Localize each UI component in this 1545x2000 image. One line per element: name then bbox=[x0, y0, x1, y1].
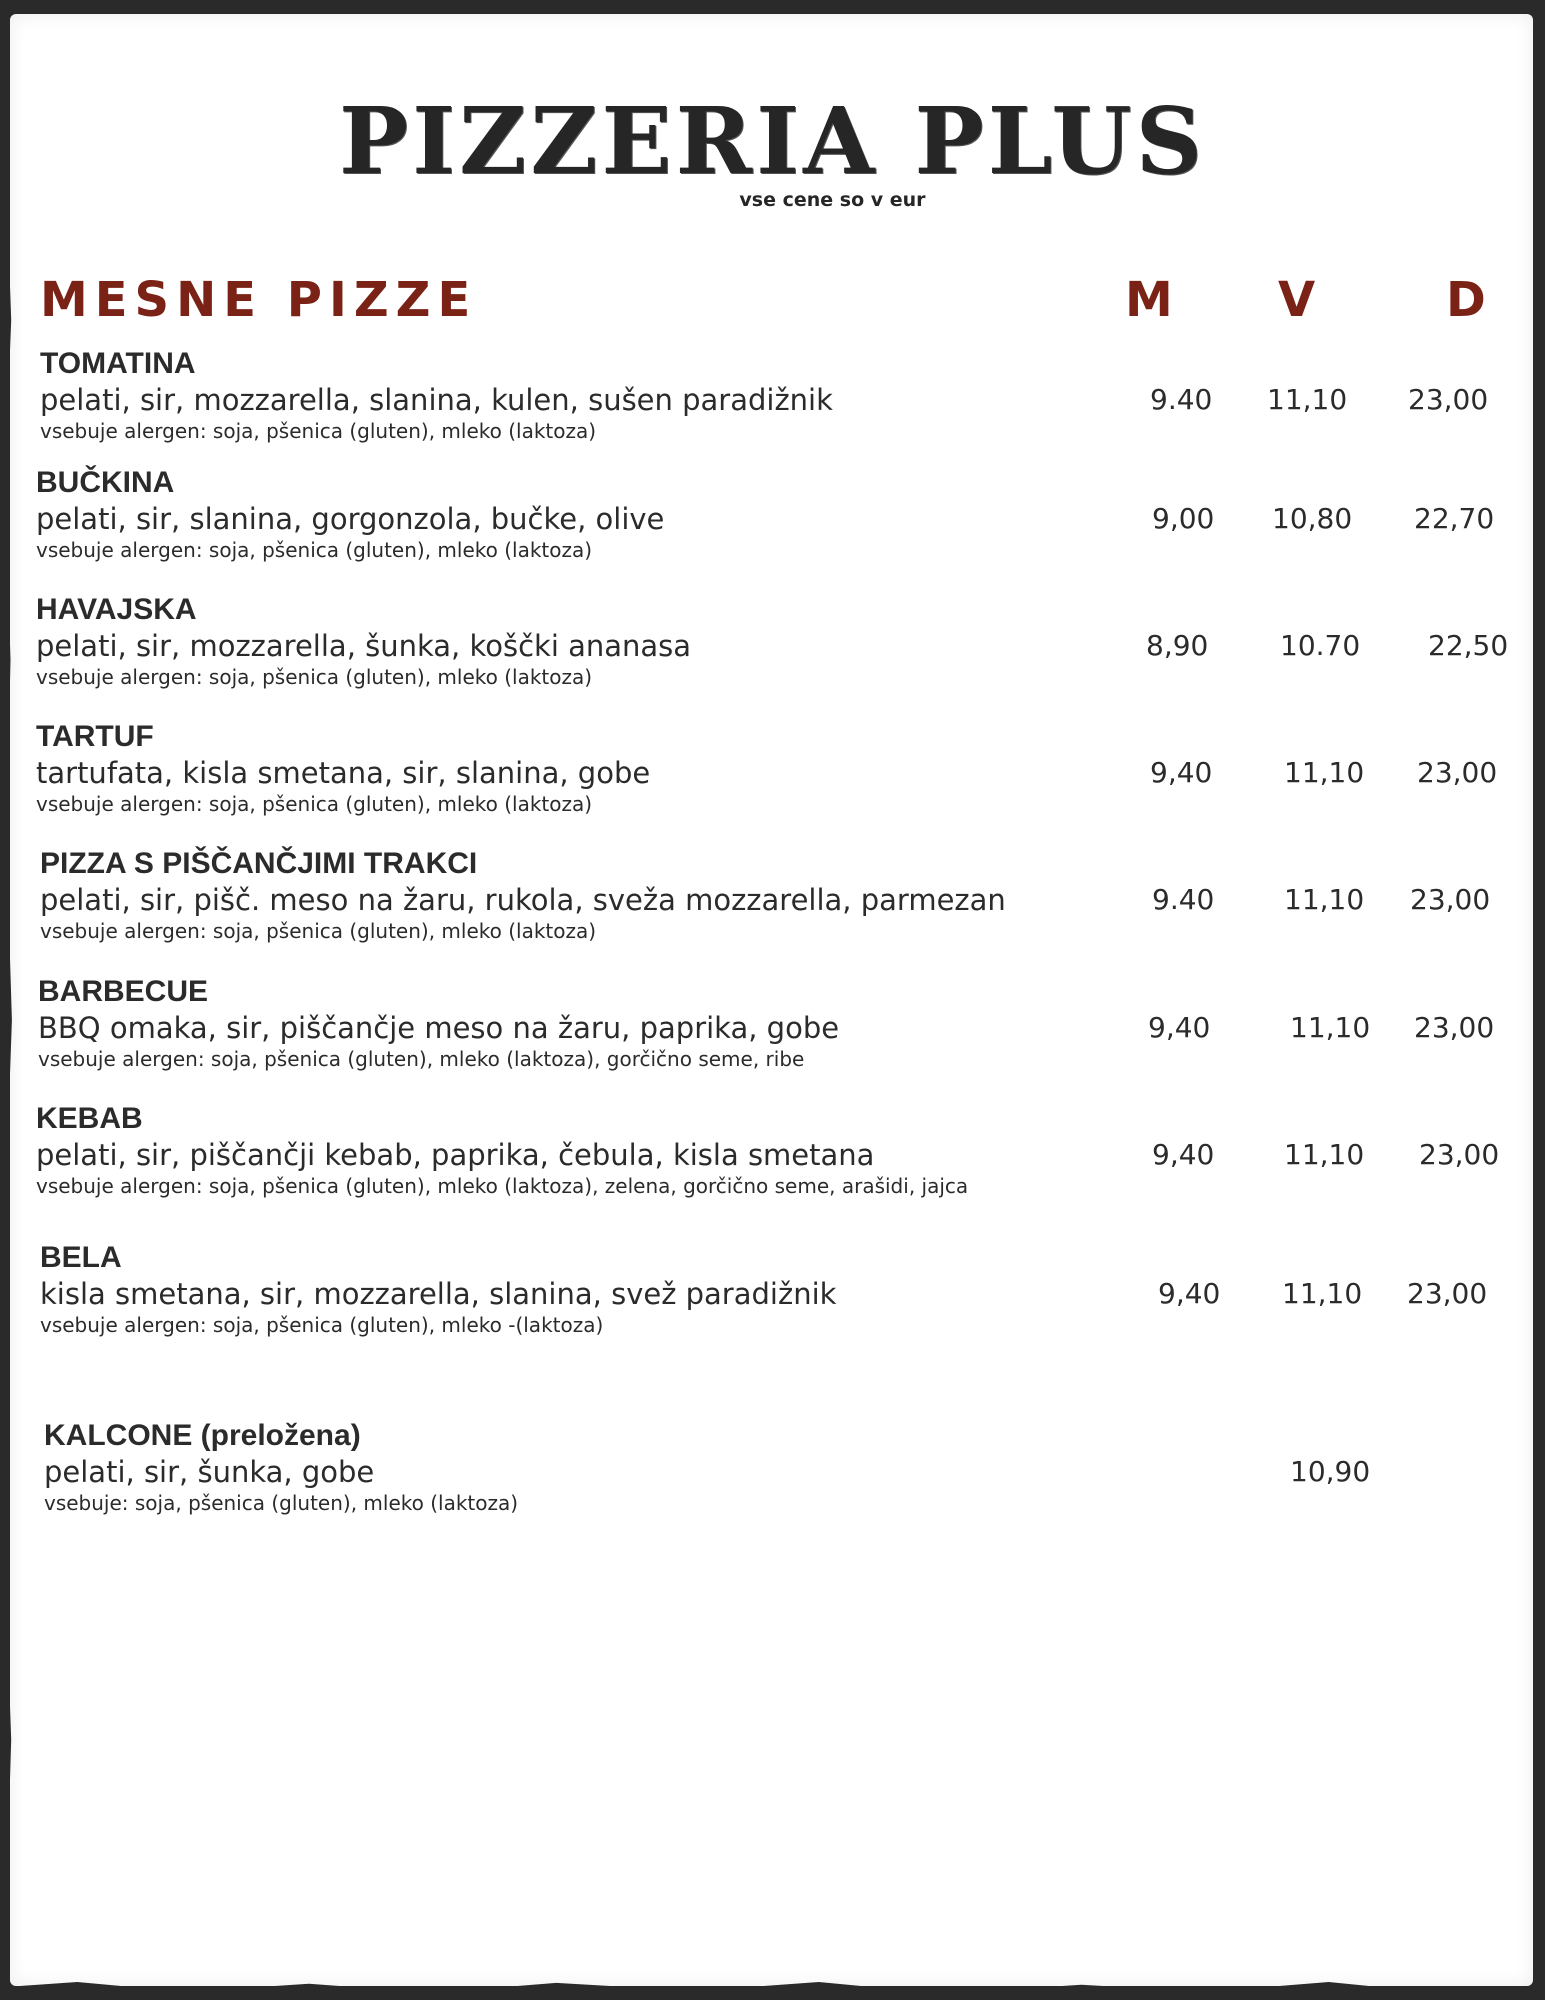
price-d: 23,00 bbox=[1417, 756, 1498, 789]
price-v: 11,10 bbox=[1267, 383, 1348, 416]
item-description: tartufata, kisla smetana, sir, slanina, gobe bbox=[36, 756, 651, 790]
price-d: 23,00 bbox=[1410, 883, 1491, 916]
item-allergens: vsebuje alergen: soja, pšenica (gluten), mleko (laktoza), zelena, gorčično seme, arašidi, jajca bbox=[36, 1174, 969, 1198]
item-name: BUČKINA bbox=[36, 466, 175, 499]
item-description: kisla smetana, sir, mozzarella, slanina, svež paradižnik bbox=[40, 1277, 837, 1311]
item-allergens: vsebuje alergen: soja, pšenica (gluten), mleko (laktoza) bbox=[40, 419, 597, 443]
price-v: 11,10 bbox=[1284, 1138, 1365, 1171]
item-name: HAVAJSKA bbox=[36, 593, 197, 626]
price-d: 23,00 bbox=[1419, 1138, 1500, 1171]
item-name: TARTUF bbox=[36, 720, 154, 753]
item-description: pelati, sir, slanina, gorgonzola, bučke, olive bbox=[36, 502, 665, 536]
torn-edge-right bbox=[1531, 0, 1545, 2000]
price-m: 9,40 bbox=[1148, 1011, 1211, 1044]
item-allergens: vsebuje alergen: soja, pšenica (gluten), mleko -(laktoza) bbox=[40, 1313, 604, 1337]
price-m: 9,40 bbox=[1158, 1277, 1221, 1310]
item-description: pelati, sir, mozzarella, šunka, koščki ananasa bbox=[36, 629, 692, 663]
item-allergens: vsebuje: soja, pšenica (gluten), mleko (laktoza) bbox=[44, 1491, 519, 1515]
menu-header bbox=[0, 87, 1545, 211]
price-v: 11,10 bbox=[1290, 1011, 1371, 1044]
item-allergens: vsebuje alergen: soja, pšenica (gluten), mleko (laktoza) bbox=[36, 665, 593, 689]
price-d: 23,00 bbox=[1407, 1277, 1488, 1310]
item-name: KALCONE (preložena) bbox=[44, 1419, 361, 1452]
item-description: pelati, sir, šunka, gobe bbox=[44, 1455, 375, 1489]
item-allergens: vsebuje alergen: soja, pšenica (gluten), mleko (laktoza), gorčično seme, ribe bbox=[38, 1047, 805, 1071]
price-m: 9,40 bbox=[1152, 1138, 1215, 1171]
item-name: PIZZA S PIŠČANČJIMI TRAKCI bbox=[40, 847, 478, 880]
item-name: KEBAB bbox=[36, 1102, 143, 1135]
item-name: TOMATINA bbox=[40, 347, 196, 380]
price-m: 9.40 bbox=[1152, 883, 1215, 916]
price-v: 10,80 bbox=[1272, 502, 1353, 535]
item-description: BBQ omaka, sir, piščančje meso na žaru, paprika, gobe bbox=[38, 1011, 840, 1045]
item-description: pelati, sir, pišč. meso na žaru, rukola, sveža mozzarella, parmezan bbox=[40, 883, 1006, 917]
currency-note: vse cene so v eur bbox=[739, 189, 926, 211]
item-allergens: vsebuje alergen: soja, pšenica (gluten), mleko (laktoza) bbox=[40, 919, 597, 943]
section-title: MESNE PIZZE bbox=[40, 272, 478, 328]
item-description: pelati, sir, piščančji kebab, paprika, čebula, kisla smetana bbox=[36, 1138, 875, 1172]
price-m: 9,00 bbox=[1152, 502, 1215, 535]
item-allergens: vsebuje alergen: soja, pšenica (gluten), mleko (laktoza) bbox=[36, 792, 593, 816]
price-d: 22,50 bbox=[1428, 629, 1509, 662]
price-m: 9,40 bbox=[1150, 756, 1213, 789]
price-v: 10,90 bbox=[1290, 1455, 1371, 1488]
price-m: 9.40 bbox=[1150, 383, 1213, 416]
price-v: 11,10 bbox=[1284, 756, 1365, 789]
column-header-m: M bbox=[1125, 272, 1173, 328]
price-v: 11,10 bbox=[1282, 1277, 1363, 1310]
item-name: BARBECUE bbox=[38, 975, 209, 1008]
price-d: 23,00 bbox=[1408, 383, 1489, 416]
price-d: 22,70 bbox=[1414, 502, 1495, 535]
price-v: 10.70 bbox=[1280, 629, 1361, 662]
item-name: BELA bbox=[40, 1241, 122, 1274]
column-header-d: D bbox=[1446, 272, 1486, 328]
item-description: pelati, sir, mozzarella, slanina, kulen, sušen paradižnik bbox=[40, 383, 833, 417]
item-allergens: vsebuje alergen: soja, pšenica (gluten), mleko (laktoza) bbox=[36, 538, 593, 562]
price-m: 8,90 bbox=[1146, 629, 1209, 662]
torn-edge-top bbox=[0, 0, 1545, 14]
column-header-v: V bbox=[1278, 272, 1316, 328]
price-d: 23,00 bbox=[1414, 1011, 1495, 1044]
restaurant-logo: PIZZERIA PLUS bbox=[338, 87, 1207, 195]
price-v: 11,10 bbox=[1284, 883, 1365, 916]
